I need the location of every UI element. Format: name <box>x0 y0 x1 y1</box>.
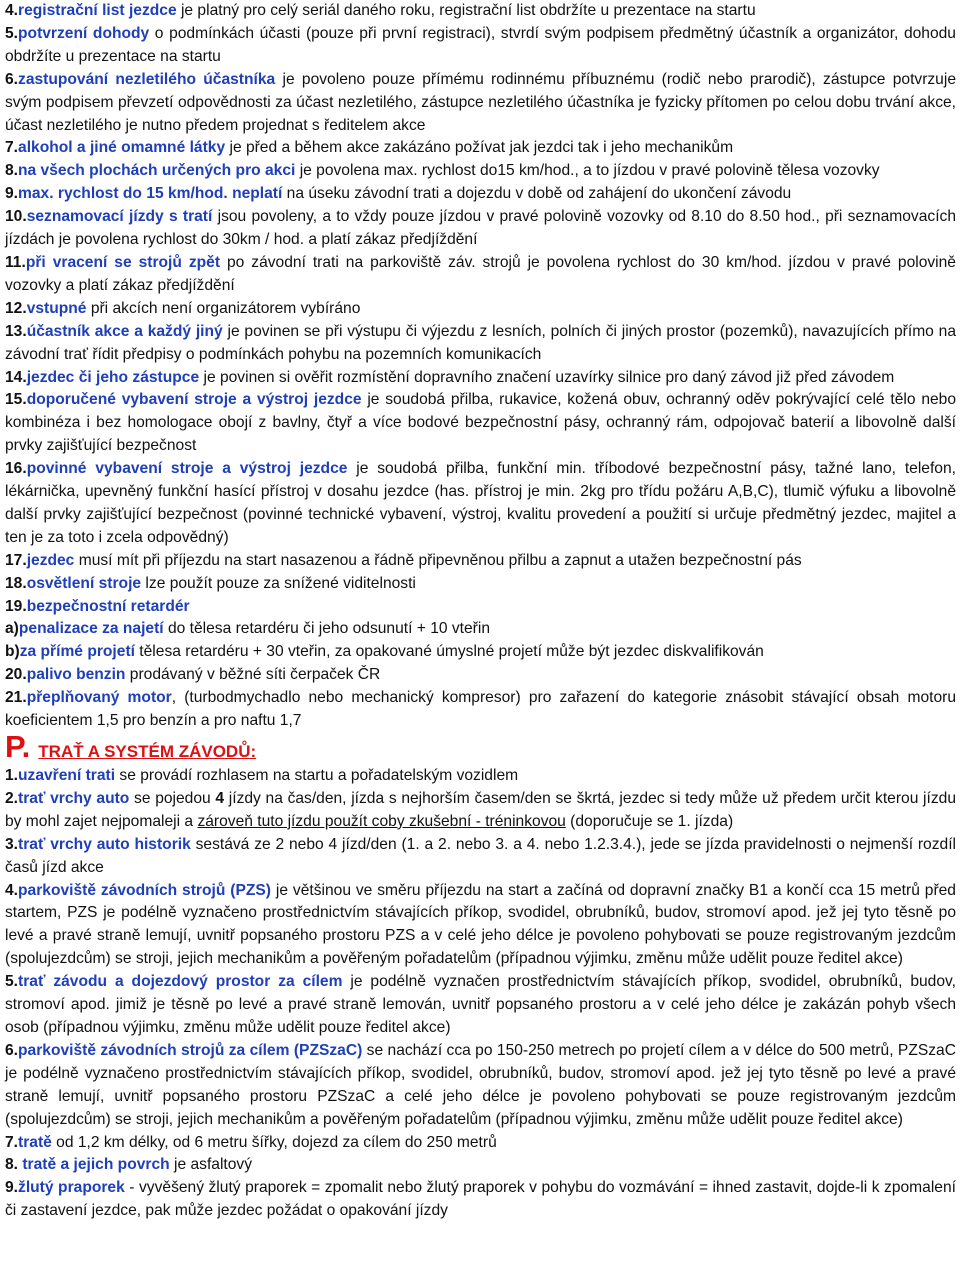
item-text: je většinou ve směru příjezdu na start a začíná od dopravní značky B1 a končí cca 15 metrů před startem, PZS je podélně vyznačeno prostřednictvím stávajících příkop, svodidel, obrubníků, budov, stromoví apod. jež jej tyto těsně po levé a pravé straně lemují, uvnitř popsaného prostoru PZS a v celé jeho délce je povoleno pohybovati se pouze registrovaným jezdcům (spolujezdcům) se stroji, jejich mechanikům a pověřeným pořadatelům (případnou výjimku, změnu může udělit pouze ředitel akce) <box>5 881 956 968</box>
item-number: 9. <box>5 1179 19 1197</box>
item-keyword: neplatí <box>232 185 283 203</box>
rule-item <box>5 298 956 321</box>
item-number: 5. <box>5 973 19 991</box>
item-keyword: jezdec <box>26 551 75 569</box>
item-keyword: žlutý praporek <box>18 1179 125 1197</box>
item-number: 12. <box>5 299 27 317</box>
item-keyword: bezpečnostní retardér <box>26 597 190 615</box>
item-keyword: trať vrchy auto <box>18 789 130 807</box>
item-text: , (turbodmychadlo nebo mechanický kompresor) pro zařazení do kategorie znásobit stávající obsah motoru koeficientem 1,5 pro benzín a pro naftu 1,7 <box>5 689 956 730</box>
item-number: 4. <box>5 2 19 19</box>
item-keyword: potvrzení dohody <box>18 24 150 42</box>
item-number: b) <box>5 643 20 661</box>
rule-item <box>5 69 956 138</box>
item-text: jízdy na čas/den, jízda s nejhorším časem/den se škrtá, jezdec si tedy může už předem určit kterou jízdu by mohl zajet nejpomaleji a <box>5 789 956 830</box>
rule-item <box>5 971 956 1040</box>
item-text: od 1,2 km délky, od 6 metru šířky, dojezd za cílem do 250 metrů <box>51 1133 497 1151</box>
item-number: 4. <box>5 881 19 899</box>
item-keyword: trať závodu a dojezdový prostor za cílem <box>18 973 343 991</box>
item-keyword: osvětlení stroje <box>26 574 142 592</box>
rule-item <box>5 618 956 641</box>
item-keyword: účastník akce a každý jiný <box>26 322 223 340</box>
item-text: je povinen si ověřit rozmístění dopravního značení uzavírky silnice pro daný závod již před závodem <box>199 368 895 386</box>
item-keyword: při vracení se strojů zpět <box>25 253 221 271</box>
item-number: 21. <box>5 689 27 707</box>
item-number: 18. <box>5 574 27 592</box>
rule-item <box>5 206 956 252</box>
item-number: 15. <box>5 391 27 409</box>
item-keyword: tratě <box>18 1133 52 1151</box>
rule-item <box>5 458 956 550</box>
item-keyword: na všech plochách určených pro akci <box>18 162 296 180</box>
item-text: po závodní trati na parkoviště záv. strojů je povolena rychlost do 30 km/hod. jízdou v pravé polovině vozovky a platí zákaz předjíždění <box>5 253 956 294</box>
item-text: na úseku závodní trati a dojezdu v době od zahájení do ukončení závodu <box>282 185 792 203</box>
rule-item <box>5 389 956 458</box>
rule-item <box>5 596 956 619</box>
item-keyword: vstupné <box>26 299 87 317</box>
rule-item <box>5 880 956 972</box>
item-text: je soudobá přilba, funkční min. tříbodové bezpečnostní pásy, tažné lano, telefon, lékárnička, upevněný funkční hasící přístroj v dosahu jezdce (has. přístroj je min. 2kg pro třídu požáru A,B,C), tlumič výfuku a libovolně další prvky zajišťující bezpečnost (povinné technické vybavení, výstroj, kvalitu provedení a použití si určuje předmětný jezdec, majitel a ten je za toto i zcela odpovědný) <box>5 460 956 546</box>
item-keyword: tratě a jejich povrch <box>22 1156 170 1174</box>
item-keyword: registrační list jezdce <box>18 2 177 19</box>
rule-item <box>5 687 956 733</box>
item-keyword: trať vrchy auto historik <box>18 835 191 853</box>
item-text: při akcích není organizátorem vybíráno <box>86 299 361 317</box>
item-text: tělesa retardéru + 30 vteřin, za opakované úmyslné projetí může být jezdec diskvalifikován <box>134 643 764 661</box>
item-number: 6. <box>5 70 19 88</box>
underlined-text: zároveň tuto jízdu použít coby zkušební - tréninkovou <box>197 812 566 830</box>
rule-item <box>5 321 956 367</box>
item-text: - vyvěšený žlutý praporek = zpomalit nebo žlutý praporek v pohybu do vozmávání = ihned zastavit, dojde-li k zpomalení či zastavení jezdce, pak může jezdec požádat o opakování jízdy <box>5 1179 956 1220</box>
item-keyword: max. rychlost do 15 km/hod. <box>18 185 228 203</box>
item-keyword: povinné vybavení stroje a výstroj jezdce <box>26 460 348 478</box>
item-text: lze použít pouze za snížené viditelnosti <box>141 574 416 592</box>
item-text: sestává ze 2 nebo 4 jízd/den (1. a 2. nebo 3. a 4. nebo 1.2.3.4.), jede se jízda pravidelnosti o nejmenší rozdíl časů jízd akce <box>5 835 956 876</box>
rule-item <box>5 788 956 834</box>
rule-item <box>5 1040 956 1132</box>
item-keyword: doporučené vybavení stroje a výstroj jezdce <box>26 391 362 409</box>
item-keyword: jezdec či jeho zástupce <box>26 368 200 386</box>
item-text: se nachází cca po 150-250 metrech po projetí cílem a v délce do 500 metrů, PZSzaC je podélně vyznačeno prostřednictvím stávajících příkop, svodidel, obrubníků, budov, stromoví apod. jež jej tyto těsně po levé a pravé straně lemují, uvnitř popsaného prostoru PZSzaC a celé jeho délce je povoleno pohybovati se pouze registrovaným jezdcům (spolujezdcům) se stroji, jejich mechanikům a pověřeným pořadatelům (případnou výjimku, změnu může udělit pouze ředitel akce) <box>5 1041 956 1128</box>
rule-item <box>5 183 956 206</box>
item-number: 8. <box>5 162 19 180</box>
item-keyword: seznamovací jízdy s tratí <box>26 208 213 226</box>
item-text: je povoleno pouze přímému rodinnému příbuznému (rodič nebo prarodič), zástupce potvrzuje svým podpisem převzetí odpovědnosti za účast nezletilého, zástupce nezletilého účastníka je fyzicky přítomen po celou dobu trvání akce, účast nezletilého je nutno předem projednat s ředitelem akce <box>5 70 956 134</box>
item-keyword: alkohol a jiné omamné látky <box>18 139 226 157</box>
rule-item <box>5 834 956 880</box>
item-number: 3. <box>5 835 19 853</box>
item-number: 20. <box>5 666 27 684</box>
item-number: 5. <box>5 24 19 42</box>
item-text: do tělesa retardéru či jeho odsunutí + 10 vteřin <box>163 620 490 638</box>
rule-item <box>5 252 956 298</box>
item-number: 6. <box>5 1041 19 1059</box>
item-number: 19. <box>5 597 27 615</box>
item-text: je před a během akce zakázáno požívat jak jezdci tak i jeho mechanikům <box>225 139 734 157</box>
rule-item <box>5 160 956 183</box>
rule-item <box>5 664 956 687</box>
item-number: 1. <box>5 767 19 784</box>
item-text: je povinen se při výstupu či výjezdu z lesních, polních či jiných prostor (pozemků), navazujících přímo na závodní trať řídit předpisy o podmínkách pohybu na pozemních komunikacích <box>5 322 956 363</box>
item-keyword: parkoviště závodních strojů za cílem (PZSzaC) <box>18 1041 363 1059</box>
rule-item <box>5 1154 956 1177</box>
rule-item <box>5 367 956 390</box>
item-keyword: za přímé projetí <box>19 643 135 661</box>
item-number: 7. <box>5 139 19 157</box>
item-text: je platný pro celý seriál daného roku, registrační list obdržíte u prezentace na startu <box>176 2 756 19</box>
item-keyword: palivo benzin <box>26 666 126 684</box>
rule-item <box>5 550 956 573</box>
section-letter: P. <box>5 729 31 764</box>
rule-item <box>5 23 956 69</box>
item-text: je soudobá přilba, rukavice, kožená obuv, ochranný oděv pokrývající celé tělo nebo kombinéza i bez homologace obojí z bavlny, čtyř a více bodové bezpečnostní pásy, ochranný rám, odpojovač baterií a libovolně další prvky zajišťující bezpečnost <box>5 391 957 455</box>
item-number: 16. <box>5 460 27 478</box>
item-number: 11. <box>5 253 26 271</box>
item-keyword: penalizace za najetí <box>18 620 164 638</box>
item-keyword: uzavření trati <box>18 767 116 784</box>
item-text: jsou povoleny, a to vždy pouze jízdou v pravé polovině vozovky od 8.10 do 8.50 hod., při seznamovacích jízdách je povolena rychlost do 30km / hod. a platí zákaz předjíždění <box>5 208 956 249</box>
item-number: 10. <box>5 208 27 226</box>
item-number: 8. <box>5 1156 23 1174</box>
rule-item <box>5 137 956 160</box>
item-text: (doporučuje se 1. jízda) <box>565 812 734 830</box>
item-number: 17. <box>5 551 27 569</box>
item-keyword: zastupování nezletilého účastníka <box>18 70 276 88</box>
item-number: 2. <box>5 789 19 807</box>
section-title: TRAŤ A SYSTÉM ZÁVODŮ: <box>38 742 257 761</box>
rule-item <box>5 1132 956 1155</box>
rule-item <box>5 765 956 788</box>
item-text: musí mít při příjezdu na start nasazenou a řádně připevněnou přilbu a zapnut a utažen bezpečnostní pás <box>74 551 802 569</box>
item-number: 4 <box>215 789 225 807</box>
item-text: se pojedou <box>129 789 216 807</box>
section-heading <box>5 729 956 765</box>
rule-item <box>5 573 956 596</box>
item-number: a) <box>5 620 19 638</box>
item-number: 14. <box>5 368 27 386</box>
rule-item <box>5 641 956 664</box>
rule-item <box>5 1177 956 1223</box>
item-number: 13. <box>5 322 27 340</box>
item-text: je asfaltový <box>169 1156 253 1174</box>
item-keyword: přeplňovaný motor <box>26 689 172 707</box>
item-number: 9. <box>5 185 19 203</box>
item-text: je podélně vyznačen prostřednictvím stávajících příkop, svodidel, obrubníků, budov, stromoví apod. jimiž je těsně po levé a pravé straně lemován, uvnitř popsaného prostoru a v celé jeho délce je zakázán pohyb všech osob (případnou výjimku, změnu může udělit pouze ředitel akce) <box>5 973 956 1036</box>
item-text: o podmínkách účasti (pouze při první registraci), stvrdí svým podpisem předmětný účastník a organizátor, dohodu obdržíte u prezentace na startu <box>5 24 956 65</box>
item-keyword: parkoviště závodních strojů (PZS) <box>18 881 271 899</box>
item-text: se provádí rozhlasem na startu a pořadatelským vozidlem <box>115 767 519 784</box>
item-text: je povolena max. rychlost do15 km/hod., a to jízdou v pravé polovině tělesa vozovky <box>295 162 880 180</box>
item-number: 7. <box>5 1133 19 1151</box>
rule-item <box>5 0 956 23</box>
item-text: prodávaný v běžné síti čerpaček ČR <box>125 666 381 684</box>
